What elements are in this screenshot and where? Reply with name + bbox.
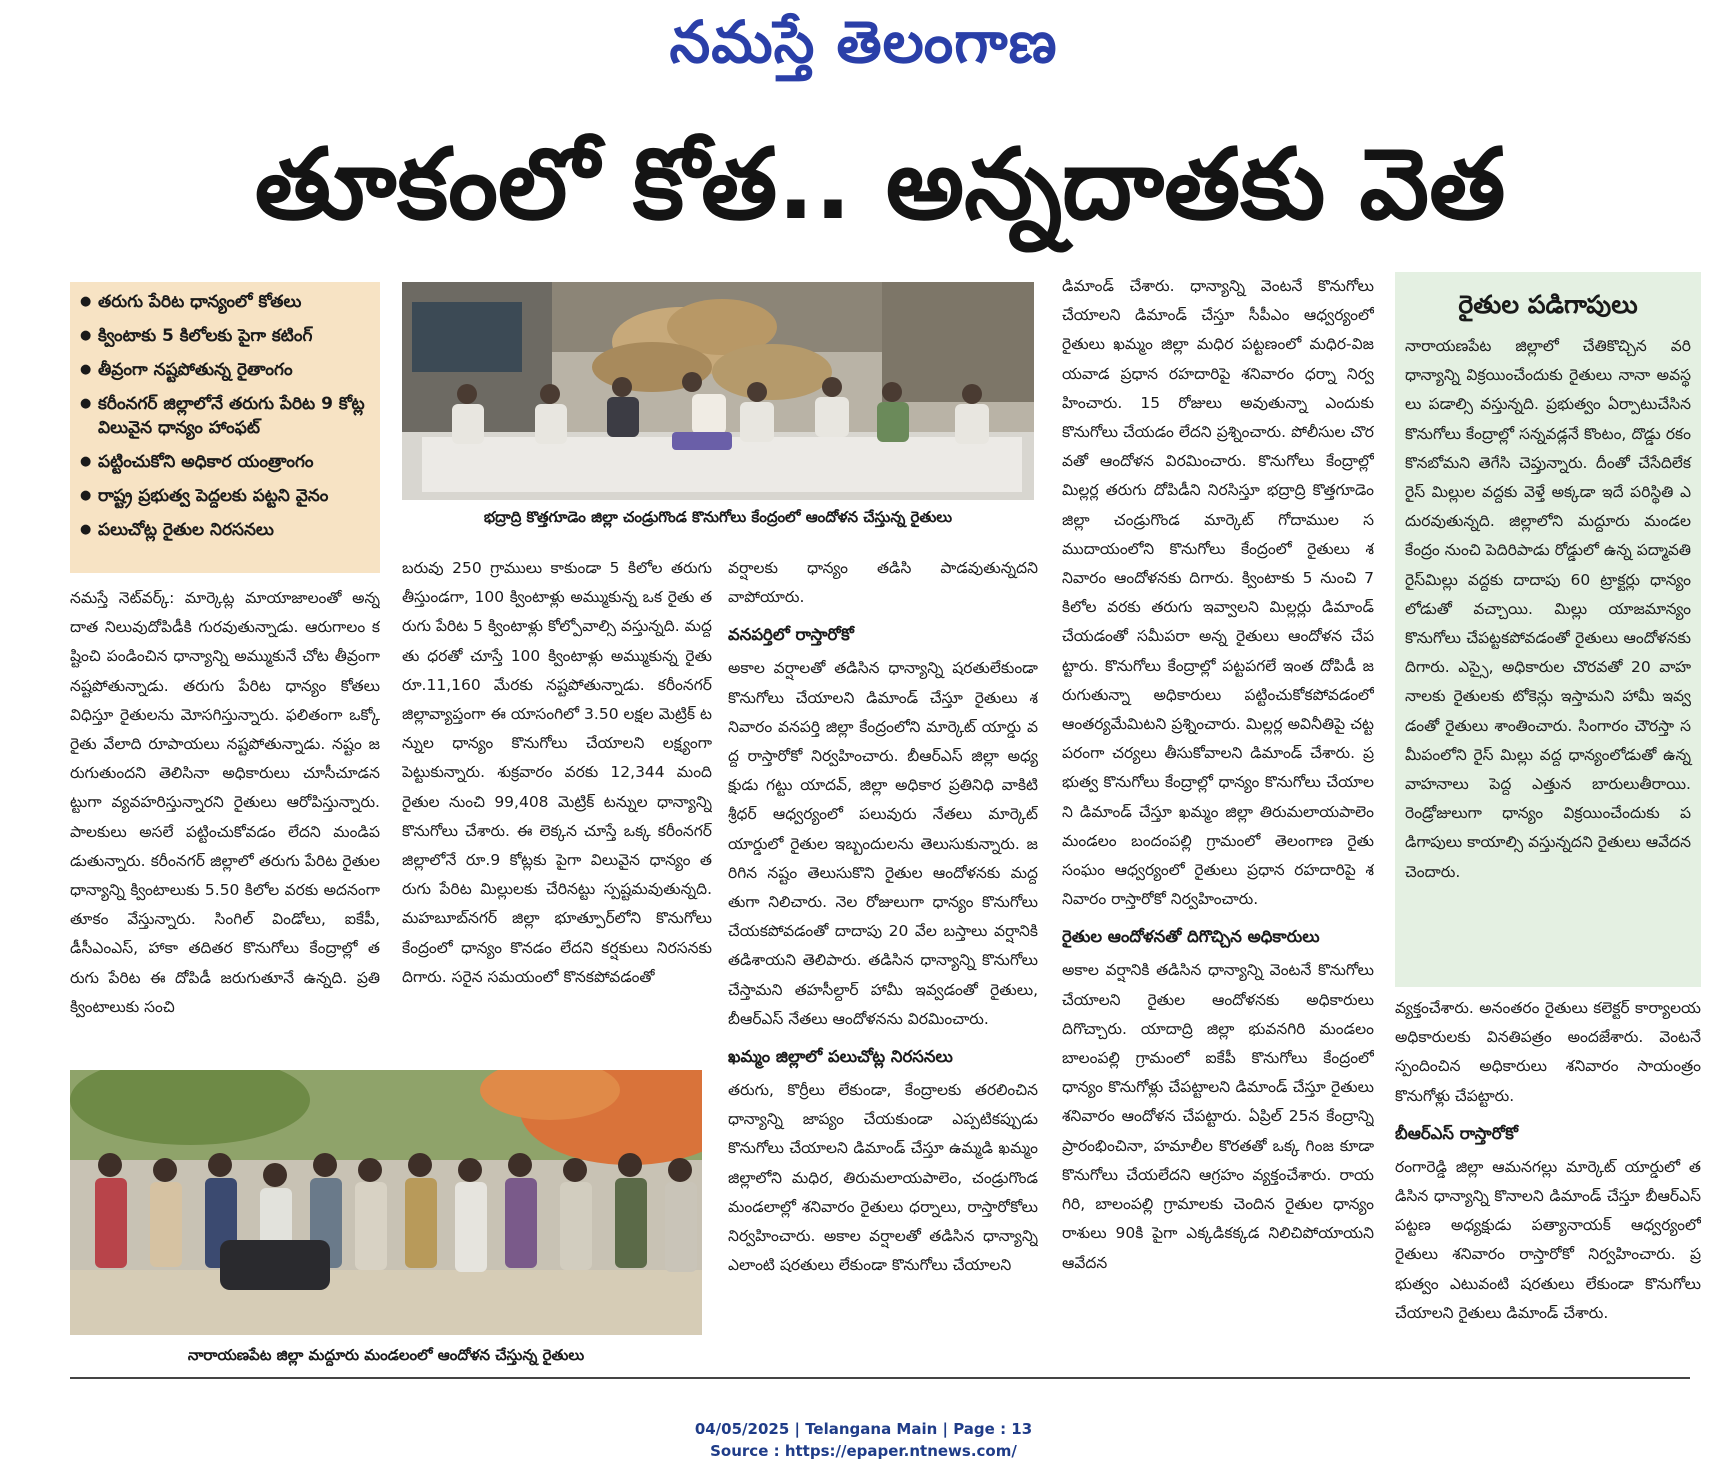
highlight-item: ● తీవ్రంగా నష్టపోతున్న రైతాంగం (80, 358, 370, 382)
article-paragraph: వ్యక్తంచేశారు. అనంతరం రైతులు కలెక్టర్ కార్యాలయ అధికారులకు వినతిపత్రం అందజేశారు. వెంటనే స్పందించిన అధికారులు శనివారం సాయంత్రం కొనుగోళ్లు చేపట్టారు. (1395, 999, 1701, 1105)
article-paragraph: రంగారెడ్డి జిల్లా ఆమనగల్లు మార్కెట్ యార్డులో తడిసిన ధాన్యాన్ని కొనాలని డిమాండ్ చేస్తూ బీఆర్‌ఎస్ పట్టణ అధ్యక్షుడు పత్యానాయక్ ఆధ్వర్యంలో రైతులు శనివారం రాస్తారోకో నిర్వహించారు. ప్రభుత్వం ఎటువంటి షరతులు లేకుండా కొనుగోలు చేయాలని రైతులు డిమాండ్ చేశారు. (1395, 1157, 1701, 1322)
photo-2-caption: నారాయణపేట జిల్లా మద్దూరు మండలంలో ఆందోళన చేస్తున్న రైతులు (187, 1346, 585, 1364)
page-divider (70, 1377, 1690, 1379)
highlight-item: ● రాష్ట్ర ప్రభుత్వ పెద్దలకు పట్టని వైనం (80, 484, 370, 508)
article-column-5 (1395, 994, 1701, 1366)
headline: తూకంలో కోత.. అన్నదాతకు వెత (254, 128, 1506, 242)
sidebar-title: రైతుల పడిగాపులు (1458, 290, 1638, 319)
subhead-khammam: ఖమ్మం జిల్లాలో పలుచోట్ల నిరసనలు (728, 1047, 953, 1067)
highlight-item: ● తరుగు పేరిట ధాన్యంలో కోతలు (80, 290, 370, 314)
highlight-item: ● పట్టించుకోని అధికార యంత్రాంగం (80, 450, 370, 474)
highlight-item: ● కరీంనగర్ జిల్లాలోనే తరుగు పేరిట 9 కోట్ల విలువైన ధాన్యం హాంఫట్ (80, 392, 370, 440)
highlight-item: ● పలుచోట్ల రైతుల నిరసనలు (80, 518, 370, 542)
article-column-3 (728, 554, 1038, 1366)
highlight-item: ● క్వింటాకు 5 కిలోలకు పైగా కటింగ్ (80, 324, 370, 348)
farmers-protest-photo-1 (402, 282, 1034, 500)
article-paragraph: బరువు 250 గ్రాములు కాకుండా 5 కిలోల తరుగు తీస్తుండగా, 100 క్వింటాళ్లు అమ్ముకున్న ఒక రైతు తరుగు పేరిట 5 క్వింటాళ్లు కోల్పోవాల్సి వస్తున్నది. మద్దతు ధరతో చూస్తే 100 క్వింటాళ్లు అమ్ముకున్న రైతు రూ.11,160 మేరకు నష్టపోతున్నాడు. కరీంనగర్ జిల్లావ్యాప్తంగా ఈ యాసంగిలో 3.50 లక్షల మెట్రిక్ టన్నుల ధాన్యం కొనుగోలు చేయాలని లక్ష్యంగా పెట్టుకున్నారు. శుక్రవారం వరకు 12,344 మంది రైతుల నుంచి 99,408 మెట్రిక్ టన్నుల ధాన్యాన్ని కొనుగోలు చేశారు. ఈ లెక్కన చూస్తే ఒక్క కరీంనగర్ జిల్లాలోనే రూ.9 కోట్లకు పైగా విలువైన ధాన్యం తరుగు పేరిట మిల్లులకు చేరినట్టు స్పష్టమవుతున్నది. మహబూబ్‌నగర్ జిల్లా భూత్పూర్‌లోని కొనుగోలు కేంద్రంలో ధాన్యం కొనడం లేదని కర్షకులు నిరసనకు దిగారు. సరైన సమయంలో కొనకపోవడంతో (402, 559, 712, 986)
sidebar-text: నారాయణపేట జిల్లాలో చేతికొచ్చిన వరి ధాన్యాన్ని విక్రయించేందుకు రైతులు నానా అవస్థలు పడాల్సి వస్తున్నది. ప్రభుత్వం ఏర్పాటుచేసిన కొనుగోలు కేంద్రాల్లో సన్నవడ్లనే కొంటం, దొడ్డు రకం కొనబోమని తెగేసి చెప్తున్నారు. దీంతో చేసేదిలేక రైస్ మిల్లుల వద్దకు వెళ్తే అక్కడా ఇదే పరిస్థితి ఎదురవుతున్నది. జిల్లాలోని మద్దూరు మండల కేంద్రం నుంచి పెదిరిపాడు రోడ్డులో ఉన్న పద్మావతి రైస్‌మిల్లు వద్దకు దాదాపు 60 ట్రాక్టర్లు ధాన్యం లోడుతో వచ్చాయి. మిల్లు యాజమాన్యం కొనుగోలు చేపట్టకపోవడంతో రైతులు ఆందోళనకు దిగారు. ఎస్సై, అధికారుల చొరవతో 20 వాహనాలకు రైతులకు టోకెన్లు ఇస్తామని హామీ ఇవ్వడంతో రైతులు శాంతించారు. సింగారం చౌరస్తా సమీపంలోని రైస్ మిల్లు వద్ద ధాన్యంలోడుతో ఉన్న వాహనాలు పెద్ద ఎత్తున బారులుతీరాయి. రెండ్రోజులుగా ధాన్యం విక్రయించేందుకు పడిగాపులు కాయాల్సి వస్తున్నదని రైతులు ఆవేదన చెందారు. (1405, 337, 1691, 881)
subhead-wanaparthy: వనపర్తిలో రాస్తారోకో (728, 625, 854, 645)
article-paragraph: డిమాండ్ చేశారు. ధాన్యాన్ని వెంటనే కొనుగోలు చేయాలని డిమాండ్ చేస్తూ సీపీఎం ఆధ్వర్యంలో రైతులు ఖమ్మం జిల్లా మధిర పట్టణంలో మధిర-విజయవాడ ప్రధాన రహదారిపై శనివారం ధర్నా నిర్వహించారు. 15 రోజులు అవుతున్నా ఎందుకు కొనుగోలు చేయడం లేదని ప్రశ్నించారు. పోలీసుల చొరవతో ఆందోళన విరమించారు. కొనుగోలు కేంద్రాల్లో మిల్లర్ల తరుగు దోపిడీని నిరసిస్తూ భద్రాద్రి కొత్తగూడెం జిల్లా చండ్రుగొండ మార్కెట్ గోదాముల సముదాయంలోని కొనుగోలు కేంద్రంలో రైతులు శనివారం ఆందోళనకు దిగారు. క్వింటాకు 5 నుంచి 7 కిలోల వరకు తరుగు ఇవ్వాలని మిల్లర్లు డిమాండ్ చేయడంతో సమీపరా అన్న రైతులు ఆందోళన చేపట్టారు. కొనుగోలు కేంద్రాల్లో పట్టపగలే ఇంత దోపిడీ జరుగుతున్నా అధికారులు పట్టించుకోకపోవడంలో ఆంతర్యమేమిటని ప్రశ్నించారు. మిల్లర్ల అవినీతిపై చట్టపరంగా చర్యలు తీసుకోవాలని డిమాండ్ చేశారు. ప్రభుత్వ కొనుగోలు కేంద్రాల్లో ధాన్యం కొనుగోలు చేయాలని డిమాండ్ చేస్తూ ఖమ్మం జిల్లా తిరుమలాయపాలెం మండలం బందంపల్లి గ్రామంలో తెలంగాణ రైతు సంఘం ఆధ్వర్యంలో రైతులు ప్రధాన రహదారిపై శనివారం రాస్తారోకో నిర్వహించారు. (1062, 277, 1374, 909)
highlights-box (70, 282, 380, 573)
sidebar-box (1395, 272, 1701, 987)
article-column-2 (402, 554, 712, 1056)
article-column-4 (1062, 272, 1374, 1366)
subhead-officials: రైతుల ఆందోళనతో దిగొచ్చిన అధికారులు (1062, 927, 1320, 947)
article-paragraph: నమస్తే నెట్‌వర్క్: మార్కెట్ల మాయాజాలంతో అన్నదాత నిలువుదోపిడీకి గురవుతున్నాడు. ఆరుగాలం కష్టించి పండించిన ధాన్యాన్ని అమ్ముకునే చోట తీవ్రంగా నష్టపోతున్నాడు. తరుగు పేరిట ధాన్యం కోతలు విధిస్తూ రైతులను మోసగిస్తున్నారు. ఫలితంగా ఒక్కో రైతు వేలాది రూపాయలు నష్టపోతున్నాడు. నష్టం జరుగుతుందని తెలిసినా అధికారులు చూసీచూడనట్టుగా వ్యవహరిస్తున్నారని రైతులు ఆరోపిస్తున్నారు. పాలకులు అసలే పట్టించుకోవడం లేదని మండిపడుతున్నారు. కరీంనగర్ జిల్లాలో తరుగు పేరిట రైతుల ధాన్యాన్ని క్వింటాలుకు 5.50 కిలోల వరకు అదనంగా తూకం వేస్తున్నారు. సింగిల్ విండోలు, ఐకేపీ, డీసీఎంఎస్, హాకా తదితర కొనుగోలు కేంద్రాల్లో తరుగు పేరిట ఈ దోపిడీ జరుగుతూనే ఉన్నది. ప్రతి క్వింటాలుకు సంచి (70, 589, 380, 1016)
subhead-brs: బీఆర్‌ఎస్ రాస్తారోకో (1395, 1123, 1519, 1143)
highlights-list (80, 290, 370, 542)
photo-1-caption: భద్రాద్రి కొత్తగూడెం జిల్లా చండ్రుగొండ కొనుగోలు కేంద్రంలో ఆందోళన చేస్తున్న రైతులు (483, 508, 953, 526)
article-paragraph: అకాల వర్షానికి తడిసిన ధాన్యాన్ని వెంటనే కొనుగోలు చేయాలని రైతుల ఆందోళనకు అధికారులు దిగొచ్చారు. యాదాద్రి జిల్లా భువనగిరి మండలం బాలంపల్లి గ్రామంలో ఐకేపీ కొనుగోలు కేంద్రంలో ధాన్యం కొనుగోళ్లు చేపట్టాలని డిమాండ్ చేస్తూ రైతులు శనివారం ఆందోళన చేపట్టారు. ఏప్రిల్ 25న కేంద్రాన్ని ప్రారంభించినా, హమాలీల కొరతతో ఒక్క గింజ కూడా కొనుగోలు చేయలేదని ఆగ్రహం వ్యక్తంచేశారు. రాయగిరి, బాలంపల్లి గ్రామాలకు చెందిన రైతుల ధాన్యం రాశులు 90కి పైగా ఎక్కడికక్కడ నిలిచిపోయాయని ఆవేదన (1062, 961, 1374, 1272)
article-paragraph: వర్షాలకు ధాన్యం తడిసి పాడవుతున్నదని వాపోయారు. (728, 559, 1038, 607)
article-paragraph: అకాల వర్షాలతో తడిసిన ధాన్యాన్ని షరతులేకుండా కొనుగోలు చేయాలని డిమాండ్ చేస్తూ రైతులు శనివారం వనపర్తి జిల్లా కేంద్రంలోని మార్కెట్ యార్డు వద్ద రాస్తారోకో నిర్వహించారు. బీఆర్‌ఎస్ జిల్లా అధ్యక్షుడు గట్టు యాదవ్, జిల్లా అధికార ప్రతినిధి వాకిటి శ్రీధర్ ఆధ్వర్యంలో పలువురు నేతలు మార్కెట్ యార్డులో రైతుల ఇబ్బందులను తెలుసుకున్నారు. జరిగిన నష్టం తెలుసుకొని రైతుల ఆందోళనకు మద్దతుగా నిలిచారు. నెల రోజులుగా ధాన్యం కొనుగోలు చేయకపోవడంతో దాదాపు 20 వేల బస్తాలు వర్షానికి తడిశాయని తెలిపారు. తడిసిన ధాన్యాన్ని కొనుగోలు చేస్తామని తహసీల్దార్ హామీ ఇవ్వడంతో రైతులు, బీఆర్‌ఎస్ నేతలు ఆందోళనను విరమించారు. (728, 659, 1038, 1028)
article-paragraph: తరుగు, కొర్రీలు లేకుండా, కేంద్రాలకు తరలించిన ధాన్యాన్ని జాప్యం చేయకుండా ఎప్పటికప్పుడు కొనుగోలు చేయాలని డిమాండ్ చేస్తూ ఉమ్మడి ఖమ్మం జిల్లాలోని మధిర, తిరుమలాయపాలెం, చండ్రుగొండ మండలాల్లో శనివారం రైతులు ధర్నాలు, రాస్తారోకోలు నిర్వహించారు. అకాల వర్షాలతో తడిసిన ధాన్యాన్ని ఎలాంటి షరతులు లేకుండా కొనుగోలు చేయాలని (728, 1081, 1038, 1275)
masthead-logo: నమస్తే తెలంగాణ (669, 8, 1058, 76)
footer-date-line: 04/05/2025 | Telangana Main | Page : 13 (694, 1420, 1033, 1438)
farmers-protest-photo-2 (70, 1070, 702, 1335)
article-column-1 (70, 584, 380, 1056)
footer-source-link[interactable]: Source : https://epaper.ntnews.com/ (710, 1442, 1017, 1460)
